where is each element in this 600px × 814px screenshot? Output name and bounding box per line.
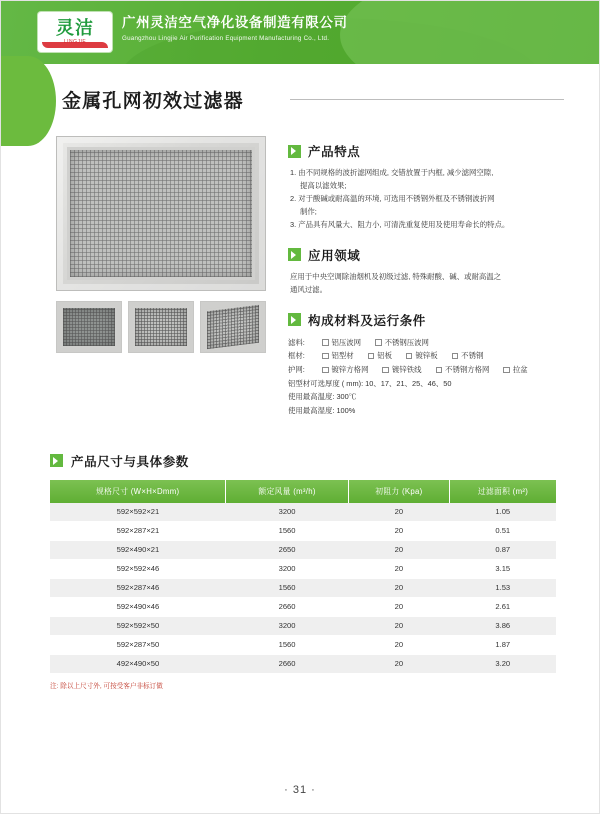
page-title: 金属孔网初效过滤器: [62, 91, 244, 112]
material-option[interactable]: [503, 363, 527, 377]
material-option-label: 镀锌方格网: [331, 365, 369, 375]
table-header-row: [50, 480, 556, 503]
section-features-header: [288, 142, 564, 160]
table-row: [50, 578, 556, 597]
checkbox-icon[interactable]: [382, 367, 389, 374]
checkbox-icon[interactable]: [368, 353, 375, 360]
material-option-label: 拉盆: [512, 365, 528, 375]
application-line: 通风过滤。: [290, 284, 327, 294]
cell-resistance: 20: [348, 578, 449, 597]
section-features-title: 产品特点: [308, 145, 361, 159]
cell-airflow: 2650: [226, 540, 348, 559]
feature-line: 提高以滤效果;: [300, 180, 347, 190]
cell-resistance: 20: [348, 503, 449, 522]
specs-table-body: [50, 503, 556, 674]
cell-area: 1.53: [450, 578, 557, 597]
cell-size: 592×490×46: [50, 597, 226, 616]
feature-line: 1. 由不同规格的波折滤网组成, 交错放置于内框, 减少滤网空隙,: [290, 168, 494, 177]
product-thumbnail: [128, 301, 194, 353]
cell-size: 592×287×50: [50, 635, 226, 654]
material-option-label: 铝型材: [331, 351, 354, 361]
product-thumbnail: [56, 301, 122, 353]
table-row: [50, 503, 556, 522]
material-extra-line: 使用最高温度: 300℃: [288, 392, 357, 402]
specs-table-note: 注: 除以上尺寸外, 可按受客户非标订做: [50, 682, 163, 690]
title-row: [0, 84, 600, 124]
material-row-frame: [288, 349, 564, 363]
title-wedge-decoration: [0, 56, 56, 146]
mesh-texture: [67, 147, 255, 280]
cell-airflow: 3200: [226, 503, 348, 522]
company-name-cn: 广州灵洁空气净化设备制造有限公司: [122, 15, 348, 30]
checkbox-icon[interactable]: [322, 367, 329, 374]
material-option[interactable]: [436, 363, 490, 377]
cell-airflow: 2660: [226, 597, 348, 616]
section-materials-header: [288, 311, 564, 329]
specs-section-header: [50, 452, 556, 470]
column-header-airflow: 额定风量 (m³/h): [226, 480, 348, 503]
checkbox-icon[interactable]: [503, 367, 510, 374]
section-applications-title: 应用领域: [308, 248, 361, 263]
material-option[interactable]: [375, 336, 429, 350]
cell-size: 592×592×46: [50, 559, 226, 578]
cell-resistance: 20: [348, 635, 449, 654]
material-option[interactable]: [322, 363, 368, 377]
material-extra-line: 铝型材可选厚度 ( mm): 10、17、21、25、46、50: [288, 378, 452, 388]
material-option[interactable]: [368, 349, 392, 363]
cell-airflow: 1560: [226, 635, 348, 654]
mesh-texture: [205, 303, 261, 352]
material-option-label: 不锈钢压波网: [384, 337, 429, 347]
specs-section-title: 产品尺寸与具体参数: [71, 454, 189, 469]
cell-area: 0.87: [450, 540, 557, 559]
header-swoosh-light: [340, 0, 600, 64]
checkbox-icon[interactable]: [452, 353, 459, 360]
cell-airflow: 3200: [226, 559, 348, 578]
section-features: [288, 142, 564, 232]
table-row: [50, 635, 556, 654]
cell-size: 592×592×21: [50, 503, 226, 522]
material-option-label: 铝压波网: [331, 337, 362, 347]
material-option-label: 镀锌板: [415, 351, 438, 361]
cell-airflow: 2660: [226, 654, 348, 673]
table-row: [50, 540, 556, 559]
cell-size: 592×287×46: [50, 578, 226, 597]
cell-area: 2.61: [450, 597, 557, 616]
cell-area: 0.51: [450, 521, 557, 540]
material-row-label: 滤料:: [288, 337, 305, 347]
cell-resistance: 20: [348, 540, 449, 559]
material-option[interactable]: [322, 349, 354, 363]
product-thumbnail: [200, 301, 266, 353]
product-main-photo: [56, 136, 266, 291]
material-row-filter: [288, 336, 564, 350]
section-materials: [288, 311, 564, 418]
table-row: [50, 559, 556, 578]
checkbox-icon[interactable]: [322, 353, 329, 360]
section-materials-title: 构成材料及运行条件: [308, 313, 426, 328]
product-info-column: [288, 136, 564, 432]
material-option-label: 不锈钢: [461, 351, 484, 361]
section-applications-header: [288, 246, 564, 264]
table-row: [50, 597, 556, 616]
material-row-label: 护网:: [288, 365, 305, 375]
checkbox-icon[interactable]: [406, 353, 413, 360]
material-option[interactable]: [382, 363, 421, 377]
cell-size: 592×592×50: [50, 616, 226, 635]
cell-size: 592×287×21: [50, 521, 226, 540]
page-number: · 31 ·: [284, 784, 316, 796]
cell-airflow: 3200: [226, 616, 348, 635]
column-header-area: 过滤面积 (m²): [450, 480, 557, 503]
cell-resistance: 20: [348, 654, 449, 673]
page-footer: [0, 784, 600, 796]
mesh-texture: [61, 306, 117, 348]
column-header-size: 规格尺寸 (W×H×Dmm): [50, 480, 226, 503]
material-extra-line: 使用最高湿度: 100%: [288, 406, 356, 416]
material-option-label: 镀锌铁线: [391, 365, 422, 375]
cell-area: 1.87: [450, 635, 557, 654]
logo-text: 灵洁: [56, 18, 94, 38]
cell-resistance: 20: [348, 616, 449, 635]
material-option-label: 不锈钢方格网: [445, 365, 490, 375]
table-row: [50, 654, 556, 673]
arrow-right-icon: [288, 313, 301, 326]
company-name-en: Guangzhou Lingjie Air Purification Equipment Manufacturing Co., Ltd.: [122, 35, 330, 43]
cell-resistance: 20: [348, 559, 449, 578]
logo-swoosh-icon: [42, 42, 108, 48]
checkbox-icon[interactable]: [436, 367, 443, 374]
cell-airflow: 1560: [226, 578, 348, 597]
cell-airflow: 1560: [226, 521, 348, 540]
company-name-block: [122, 15, 348, 42]
section-applications-body: [288, 271, 564, 297]
specs-table: [50, 480, 556, 674]
cell-area: 3.20: [450, 654, 557, 673]
title-divider: [290, 99, 564, 100]
table-row: [50, 616, 556, 635]
cell-size: 592×490×21: [50, 540, 226, 559]
column-header-resistance: 初阻力 (Kpa): [348, 480, 449, 503]
material-option[interactable]: [322, 336, 361, 350]
cell-area: 3.15: [450, 559, 557, 578]
cell-area: 3.86: [450, 616, 557, 635]
material-row-label: 框材:: [288, 351, 305, 361]
material-row-guard: [288, 363, 564, 377]
cell-size: 492×490×50: [50, 654, 226, 673]
arrow-right-icon: [288, 248, 301, 261]
mesh-texture: [133, 306, 189, 348]
specs-table-head: [50, 480, 556, 503]
arrow-right-icon: [50, 454, 63, 467]
application-line: 应用于中央空调除油烟机及初级过滤, 特殊耐酸、碱、或耐高温之: [290, 271, 502, 281]
checkbox-icon[interactable]: [322, 339, 329, 346]
material-option-label: 铝板: [377, 351, 392, 361]
feature-line: 制作;: [300, 206, 317, 216]
feature-line: 3. 产品具有风量大、阻力小, 可清洗重复使用及使用寿命长的特点。: [290, 219, 510, 229]
cell-area: 1.05: [450, 503, 557, 522]
material-option[interactable]: [452, 349, 484, 363]
product-images-column: [56, 136, 266, 432]
product-thumbnail-row: [56, 301, 266, 353]
section-applications: [288, 246, 564, 297]
company-logo: [38, 12, 112, 52]
feature-line: 2. 对于酸碱或耐高温的环境, 可选用不锈钢外框及不锈钢波折网: [290, 193, 495, 203]
cell-resistance: 20: [348, 521, 449, 540]
material-option[interactable]: [406, 349, 438, 363]
table-row: [50, 521, 556, 540]
content-area: [0, 136, 600, 432]
arrow-right-icon: [288, 145, 301, 158]
cell-resistance: 20: [348, 597, 449, 616]
section-features-body: [288, 167, 564, 232]
specs-section: [0, 452, 600, 690]
page-header: [0, 0, 600, 64]
checkbox-icon[interactable]: [375, 339, 382, 346]
